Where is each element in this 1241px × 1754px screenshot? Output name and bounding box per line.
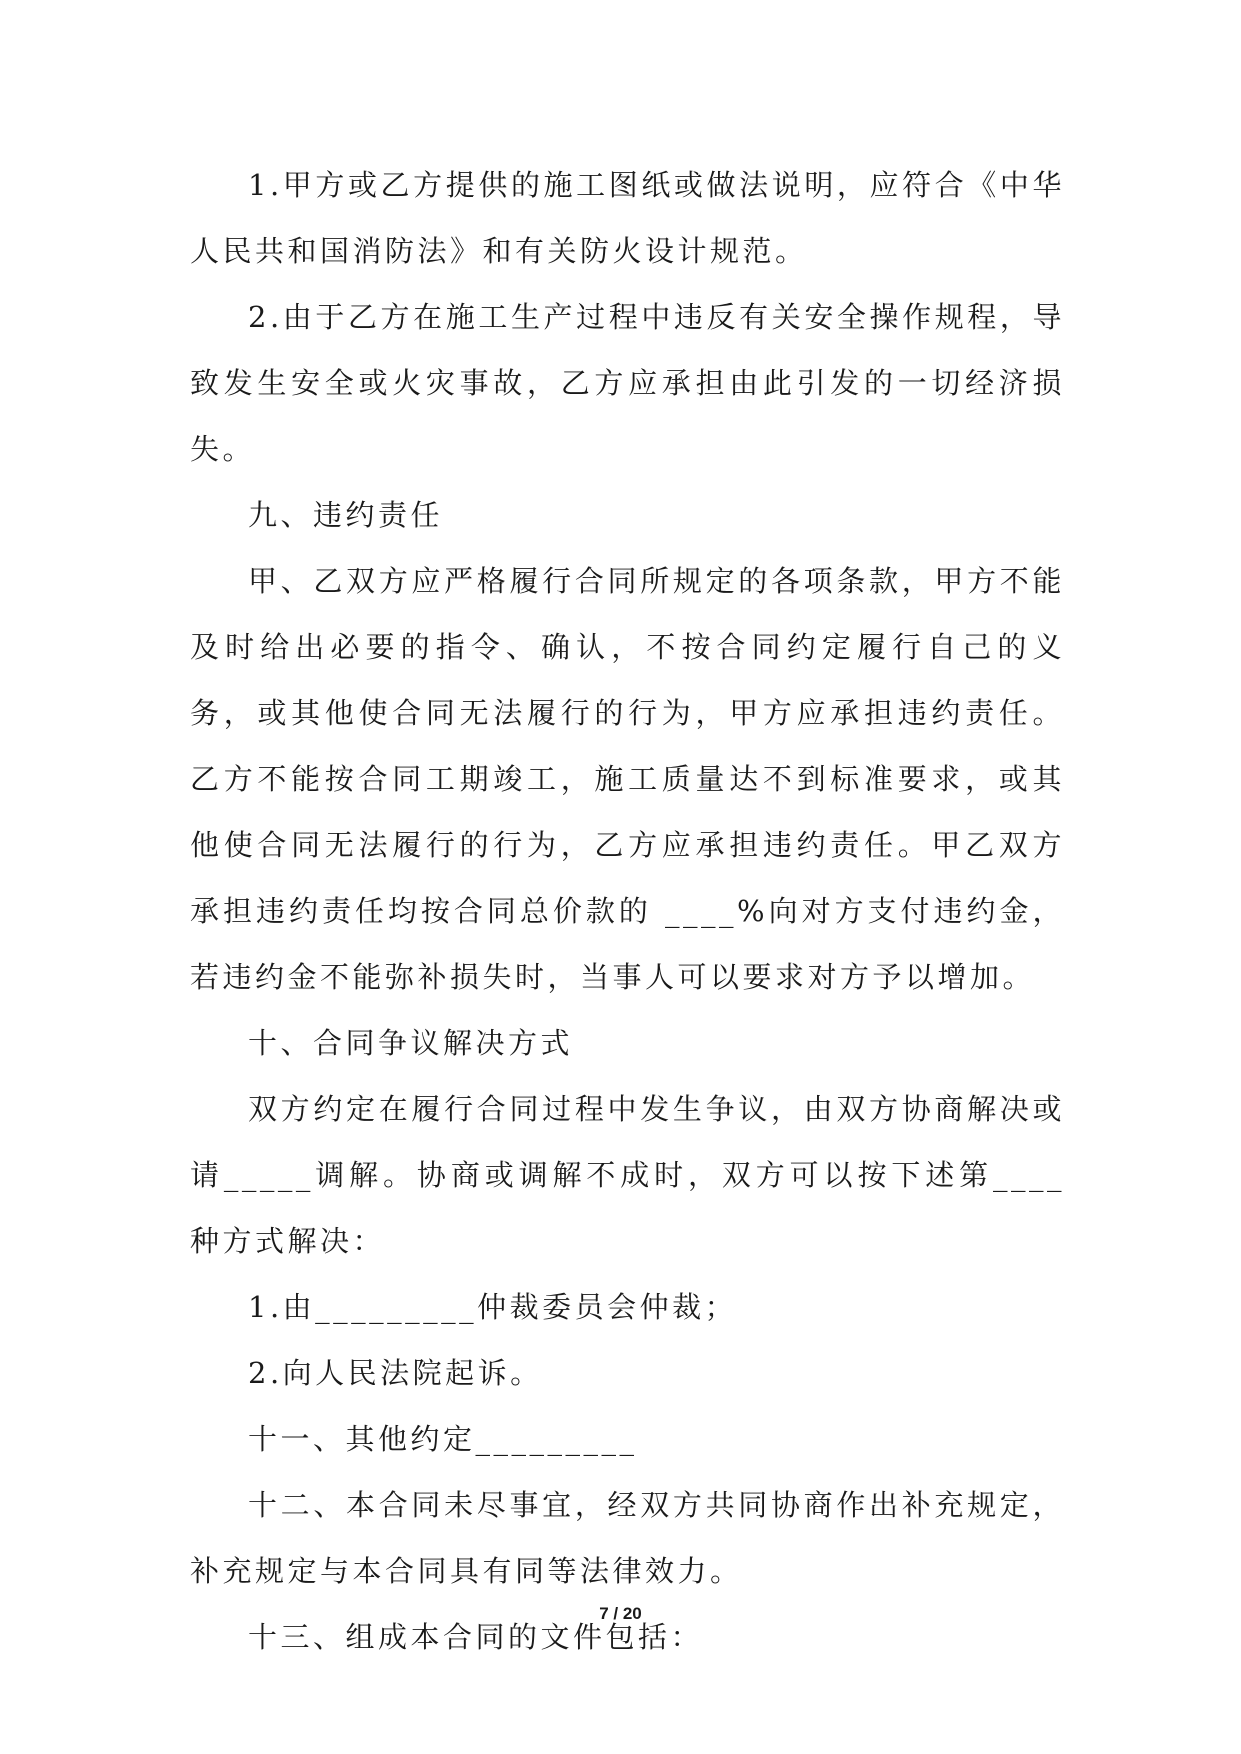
clause-paragraph: 1.由_________仲裁委员会仲裁；: [248, 1290, 738, 1324]
clause-paragraph: 甲、乙双方应严格履行合同所规定的各项条款，甲方不能及时给出必要的指令、确认，不按合同约定履行自己的义务，或其他使合同无法履行的行为，甲方应承担违约责任。乙方不能按合同工期竣工，施工质量达不到标准要求，或其他使合同无法履行的行为，乙方应承担违约责任。甲乙双方承担违约责任均按合同总价款的 ____%向对方支付违约金，若违约金不能弥补损失时，当事人可以要求对方予以增加。: [190, 564, 1065, 994]
section-heading: 九、违约责任: [248, 498, 444, 532]
document-body: [190, 152, 1065, 1670]
clause-paragraph: 2.由于乙方在施工生产过程中违反有关安全操作规程，导致发生安全或火灾事故，乙方应承担由此引发的一切经济损失。: [190, 300, 1065, 466]
section-heading: 十一、其他约定_________: [248, 1422, 638, 1456]
clause-paragraph: 双方约定在履行合同过程中发生争议，由双方协商解决或请_____调解。协商或调解不成时，双方可以按下述第____种方式解决：: [190, 1092, 1065, 1258]
clause-paragraph: 1.甲方或乙方提供的施工图纸或做法说明，应符合《中华人民共和国消防法》和有关防火设计规范。: [190, 168, 1065, 268]
clause-paragraph: 十二、本合同未尽事宜，经双方共同协商作出补充规定，补充规定与本合同具有同等法律效力。: [190, 1488, 1065, 1588]
section-heading: 十三、组成本合同的文件包括：: [248, 1620, 704, 1654]
page-number: 7 / 20: [599, 1604, 642, 1623]
section-heading: 十、合同争议解决方式: [248, 1026, 574, 1060]
clause-paragraph: 2.向人民法院起诉。: [248, 1356, 543, 1390]
